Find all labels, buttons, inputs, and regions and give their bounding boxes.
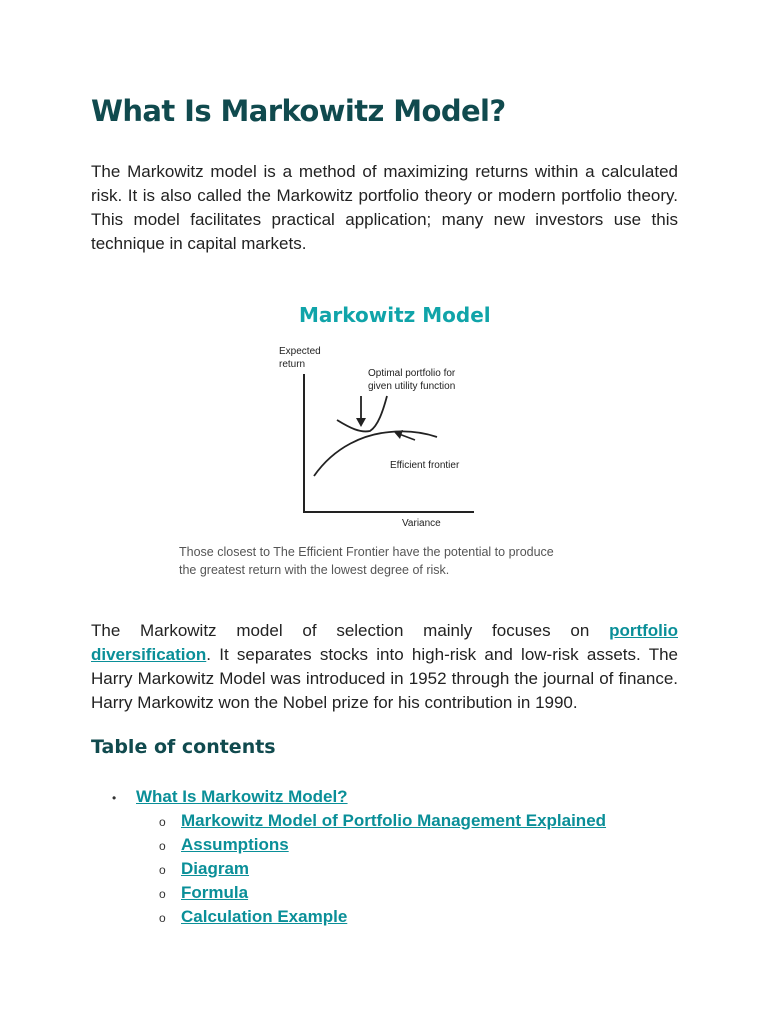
x-axis-label: Variance xyxy=(402,518,441,529)
figure-caption-line2: the greatest return with the lowest degree of risk. xyxy=(179,563,450,577)
paragraph2-text-start: The Markowitz model of selection mainly focuses on xyxy=(91,621,610,640)
optimal-label-line1: Optimal portfolio for xyxy=(368,368,456,379)
toc-sub-bullet: o xyxy=(159,839,166,853)
y-axis-label-line1: Expected xyxy=(279,346,321,357)
optimal-label-line2: given utility function xyxy=(368,381,456,392)
y-axis-label-line2: return xyxy=(279,359,306,370)
paragraph2-text-end: . It separates stocks into high-risk and low-risk assets. The Harry Markowitz Model was introduced in 1952 through the journal of finance. Harry Markowitz won the Nobel prize for his contribution in 1990. xyxy=(91,645,678,712)
frontier-arrow xyxy=(399,434,415,440)
diversification-paragraph xyxy=(91,619,678,715)
frontier-label: Efficient frontier xyxy=(390,460,460,471)
toc-item-assumptions[interactable]: Assumptions xyxy=(181,835,289,854)
page-title: What Is Markowitz Model? xyxy=(91,94,506,128)
intro-paragraph: The Markowitz model is a method of maximizing returns within a calculated risk. It is also called the Markowitz portfolio theory or modern portfolio theory. This model facilitates practical application; many new investors use this technique in capital markets. xyxy=(91,162,678,253)
toc-heading: Table of contents xyxy=(91,736,276,758)
markowitz-figure xyxy=(175,296,595,586)
figure-caption xyxy=(179,543,599,579)
toc-item-calculation-example[interactable]: Calculation Example xyxy=(181,907,348,926)
optimal-arrowhead xyxy=(356,418,366,427)
toc-item-what-is-markowitz-model[interactable]: What Is Markowitz Model? xyxy=(136,787,348,806)
figure-title: Markowitz Model xyxy=(299,303,491,327)
toc-item-portfolio-management-explained[interactable]: Markowitz Model of Portfolio Management Explained xyxy=(181,811,607,830)
toc-sub-bullet: o xyxy=(159,911,166,925)
utility-curve xyxy=(337,396,387,431)
markowitz-diagram xyxy=(175,296,595,536)
toc-sub-bullet: o xyxy=(159,863,166,877)
toc-item-diagram[interactable]: Diagram xyxy=(181,859,250,878)
portfolio-diversification-link[interactable]: portfolio diversification xyxy=(91,621,678,664)
toc-sub-bullet: o xyxy=(159,815,166,829)
toc-main-bullet: • xyxy=(112,791,117,805)
toc-item-formula[interactable]: Formula xyxy=(181,883,249,902)
toc-sub-bullet: o xyxy=(159,887,166,901)
figure-caption-line1: Those closest to The Efficient Frontier have the potential to produce xyxy=(179,545,554,559)
